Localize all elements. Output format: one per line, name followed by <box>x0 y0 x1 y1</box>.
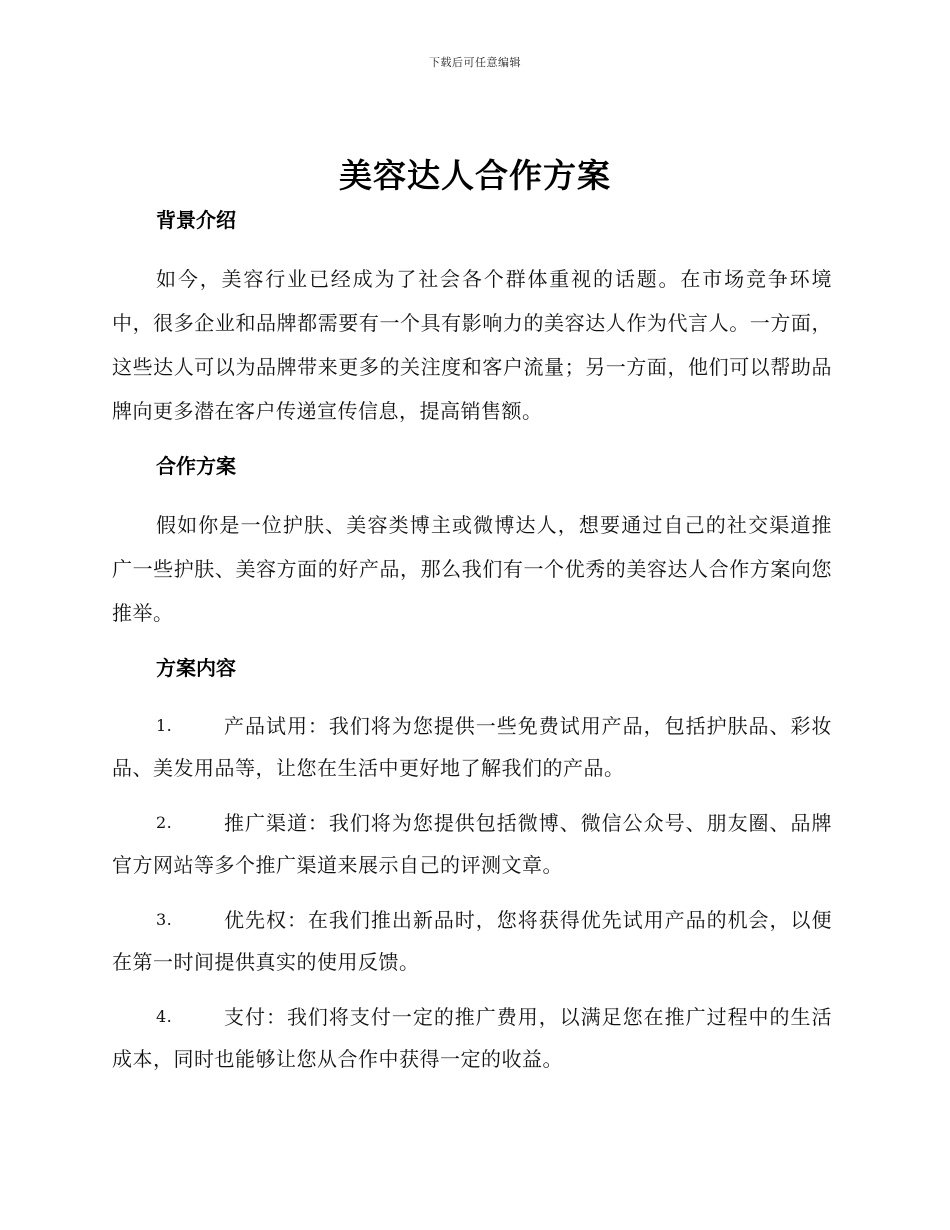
content-list <box>112 705 832 1080</box>
plan-paragraph: 假如你是一位护肤、美容类博主或微博达人，想要通过自己的社交渠道推广一些护肤、美容方面的好产品，那么我们有一个优秀的美容达人合作方案向您推举。 <box>112 513 832 625</box>
page-title: 美容达人合作方案 <box>339 156 611 195</box>
list-item-number: 3. <box>156 910 173 929</box>
list-item <box>112 705 832 789</box>
section-heading-content: 方案内容 <box>156 656 236 680</box>
list-item-number: 1. <box>156 716 173 735</box>
list-item-text: 推广渠道：我们将为您提供包括微博、微信公众号、朋友圈、品牌官方网站等多个推广渠道来展示自己的评测文章。 <box>112 811 832 877</box>
header-note: 下载后可任意编辑 <box>429 56 521 69</box>
section-heading-background: 背景介绍 <box>156 208 236 232</box>
list-item-text: 优先权：在我们推出新品时，您将获得优先试用产品的机会，以便在第一时间提供真实的使用反馈。 <box>112 908 832 974</box>
list-item <box>112 802 832 886</box>
list-item-number: 4. <box>156 1007 173 1026</box>
document-body <box>112 205 832 1080</box>
list-item <box>112 996 832 1080</box>
list-item <box>112 899 832 983</box>
list-item-text: 产品试用：我们将为您提供一些免费试用产品，包括护肤品、彩妆品、美发用品等，让您在生活中更好地了解我们的产品。 <box>112 714 832 780</box>
section-heading-plan: 合作方案 <box>156 454 236 478</box>
list-item-text: 支付：我们将支付一定的推广费用，以满足您在推广过程中的生活成本，同时也能够让您从合作中获得一定的收益。 <box>112 1005 832 1071</box>
background-paragraph: 如今，美容行业已经成为了社会各个群体重视的话题。在市场竞争环境中，很多企业和品牌都需要有一个具有影响力的美容达人作为代言人。一方面，这些达人可以为品牌带来更多的关注度和客户流量；另一方面，他们可以帮助品牌向更多潜在客户传递宣传信息，提高销售额。 <box>112 267 832 423</box>
list-item-number: 2. <box>156 813 173 832</box>
